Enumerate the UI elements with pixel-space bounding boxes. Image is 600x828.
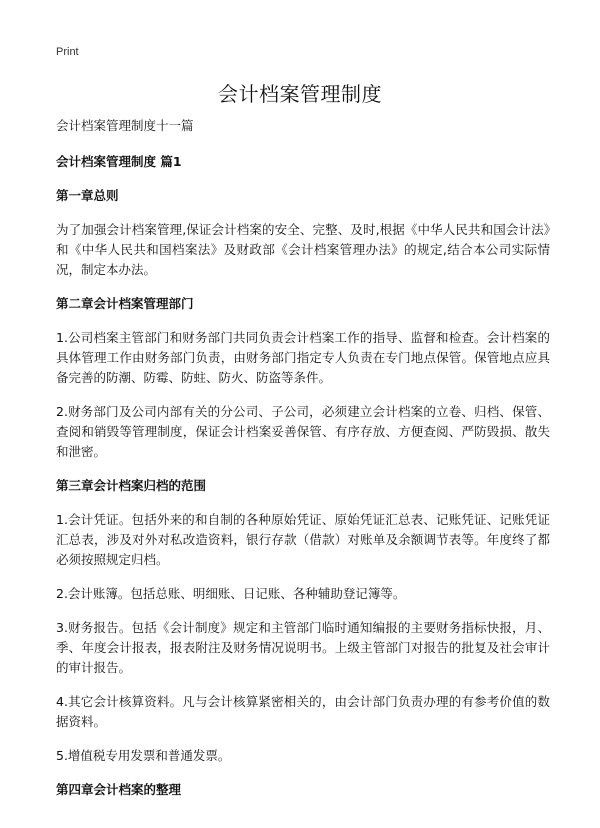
paragraph: 为了加强会计档案管理,保证会计档案的安全、完整、及时,根据《中华人民共和国会计法》和《中华人民共和国档案法》及财政部《会计档案管理办法》的规定,结合本公司实际情况，制定本办法。 [56,222,550,277]
article-heading: 会计档案管理制度 篇1 [56,154,182,169]
print-link[interactable]: Print [56,46,79,58]
document-subtitle: 会计档案管理制度十一篇 [56,118,194,133]
document-body [56,116,550,814]
section-heading: 第三章会计档案归档的范围 [56,478,207,493]
paragraph: 5.增值税专用发票和普通发票。 [56,748,231,763]
paragraph: 4.其它会计核算资料。凡与会计核算紧密相关的，由会计部门负责办理的有参考价值的数据资料。 [56,694,550,729]
paragraph: 1.公司档案主管部门和财务部门共同负责会计档案工作的指导、监督和检查。会计档案的具体管理工作由财务部门负责，由财务部门指定专人负责在专门地点保管。保管地点应具备完善的防潮、防霉、防蛀、防火、防盗等条件。 [56,330,550,385]
paragraph: 2.财务部门及公司内部有关的分公司、子公司，必须建立会计档案的立卷、归档、保管、查阅和销毁等管理制度，保证会计档案妥善保管、有序存放、方便查阅、严防毁损、散失和泄密。 [56,404,550,459]
section-heading: 第四章会计档案的整理 [56,782,182,797]
paragraph: 2.会计账簿。包括总账、明细账、日记账、各种辅助登记簿等。 [56,586,406,601]
section-heading: 第一章总则 [56,188,119,203]
page-title: 会计档案管理制度 [218,82,382,106]
section-heading: 第二章会计档案管理部门 [56,296,194,311]
paragraph: 1.会计凭证。包括外来的和自制的各种原始凭证、原始凭证汇总表、记账凭证、记账凭证汇总表，涉及对外对私改造资料，银行存款（借款）对账单及余额调节表等。年度终了都必须按照规定归档。 [56,512,550,567]
paragraph: 3.财务报告。包括《会计制度》规定和主管部门临时通知编报的主要财务指标快报，月、季、年度会计报表，报表附注及财务情况说明书。上级主管部门对报告的批复及社会审计的审计报告。 [56,620,550,675]
